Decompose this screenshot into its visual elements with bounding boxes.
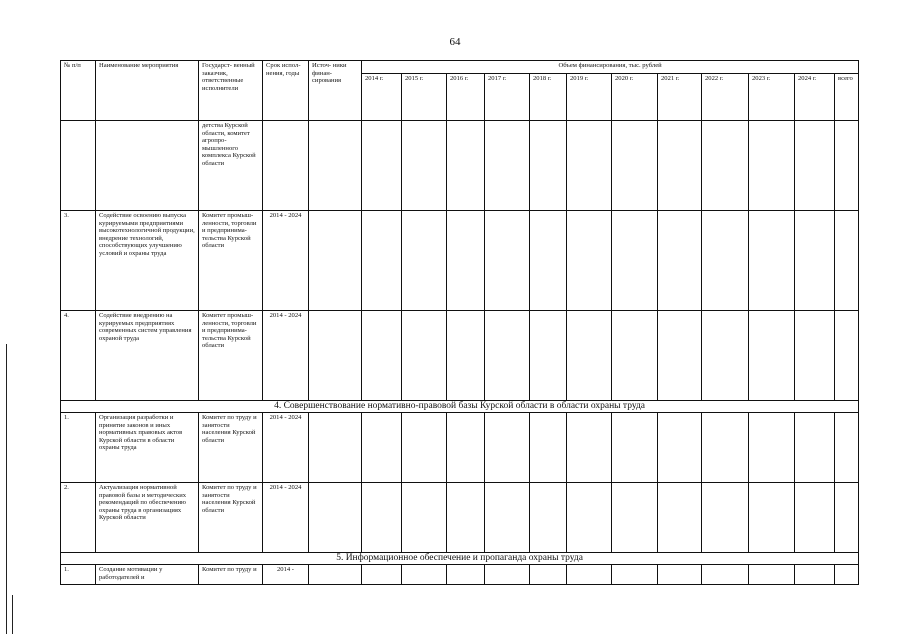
row-num: 1. <box>61 413 96 483</box>
row-name: Актуализация нормативной правовой базы и методических рекомендаций по обеспечению охраны труда в организациях Курской области <box>96 483 199 553</box>
table-row <box>61 121 859 211</box>
col-header-year: 2022 г. <box>702 74 749 121</box>
col-header-customer: Государст- венный заказчик, ответственные исполнители <box>199 61 263 121</box>
row-num: 4. <box>61 311 96 401</box>
table-row <box>61 413 859 483</box>
row-num: 2. <box>61 483 96 553</box>
table-row <box>61 311 859 401</box>
section-row <box>61 553 859 565</box>
row-term: 2014 - 2024 <box>263 413 309 483</box>
scan-edge-line-2 <box>12 595 13 634</box>
row-customer: Комитет по труду и занятости населения Курской области <box>199 413 263 483</box>
row-num <box>61 121 96 211</box>
section-title: 4. Совершенствование нормативно-правовой базы Курской области в области охраны труда <box>61 401 859 413</box>
financing-plan-table <box>60 60 859 585</box>
row-name: Организация разработки и принятие законов и иных нормативных правовых актов Курской области в области охраны труда <box>96 413 199 483</box>
row-customer: детства Курской области, комитет агропро- мышленного комплекса Курской области <box>199 121 263 211</box>
col-header-year: 2020 г. <box>612 74 658 121</box>
row-num: 3. <box>61 211 96 311</box>
table-row <box>61 211 859 311</box>
row-term <box>263 121 309 211</box>
row-customer: Комитет по труду и <box>199 565 263 585</box>
row-name: Содействие освоению выпуска курируемыми предприятиями высокотехнологичной продукции, внедрение технологий, способствующих улучшению условий и охраны труда <box>96 211 199 311</box>
col-header-total: всего <box>835 74 859 121</box>
col-header-year: 2017 г. <box>485 74 530 121</box>
col-header-year: 2015 г. <box>402 74 447 121</box>
row-term: 2014 - 2024 <box>263 211 309 311</box>
page-number: 64 <box>449 36 461 48</box>
header-row-1 <box>61 61 859 74</box>
row-customer: Комитет промыш- ленности, торговли и предпринима- тельства Курской области <box>199 311 263 401</box>
col-header-year: 2014 г. <box>362 74 402 121</box>
section-row <box>61 401 859 413</box>
row-term: 2014 - 2024 <box>263 311 309 401</box>
col-header-year: 2021 г. <box>658 74 702 121</box>
row-term: 2014 - <box>263 565 309 585</box>
col-header-year: 2018 г. <box>530 74 567 121</box>
col-header-financing: Объем финансирования, тыс. рублей <box>362 61 859 74</box>
scan-edge-line <box>6 344 7 634</box>
col-header-name: Наименование мероприятия <box>96 61 199 121</box>
col-header-year: 2019 г. <box>567 74 612 121</box>
col-header-year: 2016 г. <box>447 74 485 121</box>
row-num: 1. <box>61 565 96 585</box>
col-header-year: 2023 г. <box>749 74 795 121</box>
row-name: Создание мотивации у работодателей и <box>96 565 199 585</box>
row-name <box>96 121 199 211</box>
row-name: Содействие внедрению на курируемых предприятиях современных систем управления охраной труда <box>96 311 199 401</box>
col-header-source: Источ- ники финан- сирования <box>309 61 362 121</box>
table-row <box>61 565 859 585</box>
section-title: 5. Информационное обеспечение и пропаганда охраны труда <box>61 553 859 565</box>
row-customer: Комитет по труду и занятости населения Курской области <box>199 483 263 553</box>
col-header-num: № п/п <box>61 61 96 121</box>
col-header-year: 2024 г. <box>795 74 835 121</box>
table-row <box>61 483 859 553</box>
col-header-term: Срок испол- нения, годы <box>263 61 309 121</box>
row-customer: Комитет промыш- ленности, торговли и предпринима- тельства Курской области <box>199 211 263 311</box>
row-term: 2014 - 2024 <box>263 483 309 553</box>
